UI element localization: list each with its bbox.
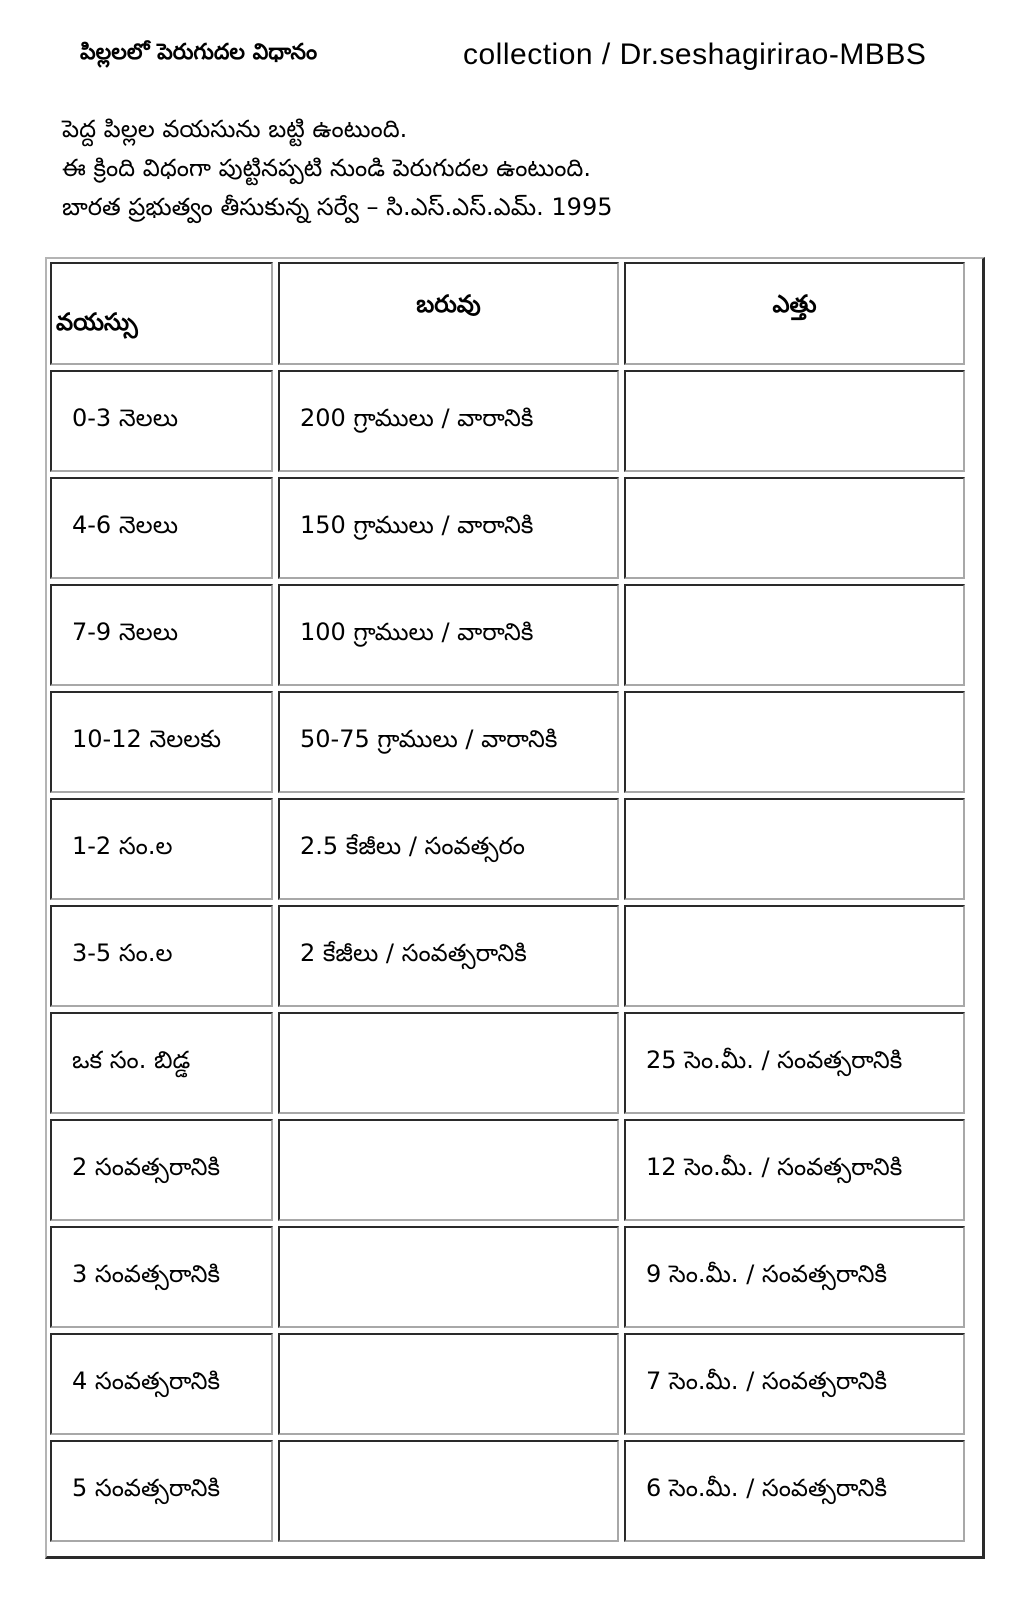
growth-table: [45, 257, 970, 1547]
cell-weight: 2 కేజీలు / సంవత్సరానికి: [278, 905, 619, 1007]
cell-age: 7-9 నెలలు: [50, 584, 273, 686]
cell-weight: [278, 1012, 619, 1114]
cell-age: 3 సంవత్సరానికి: [50, 1226, 273, 1328]
table-row: [50, 1333, 965, 1435]
cell-weight: [278, 1119, 619, 1221]
cell-age: 3-5 సం.ల: [50, 905, 273, 1007]
cell-weight: 150 గ్రాములు / వారానికి: [278, 477, 619, 579]
page-title: పిల్లలలో పెరుగుదల విధానం: [80, 40, 318, 65]
intro-line: పెద్ద పిల్లల వయసును బట్టి ఉంటుంది.: [62, 115, 408, 143]
cell-height: 12 సెం.మీ. / సంవత్సరానికి: [624, 1119, 965, 1221]
cell-age: 1-2 సం.ల: [50, 798, 273, 900]
growth-table-frame: [45, 257, 985, 1559]
cell-height: [624, 905, 965, 1007]
table-row: [50, 1226, 965, 1328]
table-row: [50, 905, 965, 1007]
header-height: ఎత్తు: [624, 262, 965, 365]
cell-age: ఒక సం. బిడ్డ: [50, 1012, 273, 1114]
cell-age: 2 సంవత్సరానికి: [50, 1119, 273, 1221]
table-row: [50, 584, 965, 686]
header-weight: బరువు: [278, 262, 619, 365]
table-header-row: [50, 262, 965, 365]
cell-height: 6 సెం.మీ. / సంవత్సరానికి: [624, 1440, 965, 1542]
cell-age: 4 సంవత్సరానికి: [50, 1333, 273, 1435]
cell-height: 25 సెం.మీ. / సంవత్సరానికి: [624, 1012, 965, 1114]
intro-line: బారత ప్రభుత్వం తీసుకున్న సర్వే – సి.ఎస్.ఎస్.ఎమ్. 1995: [62, 193, 613, 221]
source-credit: collection / Dr.seshagirirao-MBBS: [463, 38, 927, 71]
table-row: [50, 1119, 965, 1221]
table-row: [50, 798, 965, 900]
cell-age: 0-3 నెలలు: [50, 370, 273, 472]
cell-weight: 100 గ్రాములు / వారానికి: [278, 584, 619, 686]
header-age: వయస్సు: [50, 262, 273, 365]
cell-height: 9 సెం.మీ. / సంవత్సరానికి: [624, 1226, 965, 1328]
cell-age: 10-12 నెలలకు: [50, 691, 273, 793]
page-header: [0, 0, 1017, 100]
cell-height: [624, 477, 965, 579]
cell-height: [624, 691, 965, 793]
table-row: [50, 1440, 965, 1542]
cell-age: 5 సంవత్సరానికి: [50, 1440, 273, 1542]
intro-text: [62, 110, 962, 227]
table-row: [50, 370, 965, 472]
cell-weight: [278, 1226, 619, 1328]
cell-weight: 50-75 గ్రాములు / వారానికి: [278, 691, 619, 793]
cell-age: 4-6 నెలలు: [50, 477, 273, 579]
cell-height: 7 సెం.మీ. / సంవత్సరానికి: [624, 1333, 965, 1435]
cell-weight: [278, 1333, 619, 1435]
cell-weight: [278, 1440, 619, 1542]
table-row: [50, 477, 965, 579]
cell-weight: 200 గ్రాములు / వారానికి: [278, 370, 619, 472]
cell-height: [624, 370, 965, 472]
intro-line: ఈ క్రింది విధంగా పుట్టినప్పటి నుండి పెరుగుదల ఉంటుంది.: [62, 154, 591, 182]
cell-weight: 2.5 కేజీలు / సంవత్సరం: [278, 798, 619, 900]
cell-height: [624, 798, 965, 900]
cell-height: [624, 584, 965, 686]
table-row: [50, 691, 965, 793]
table-row: [50, 1012, 965, 1114]
